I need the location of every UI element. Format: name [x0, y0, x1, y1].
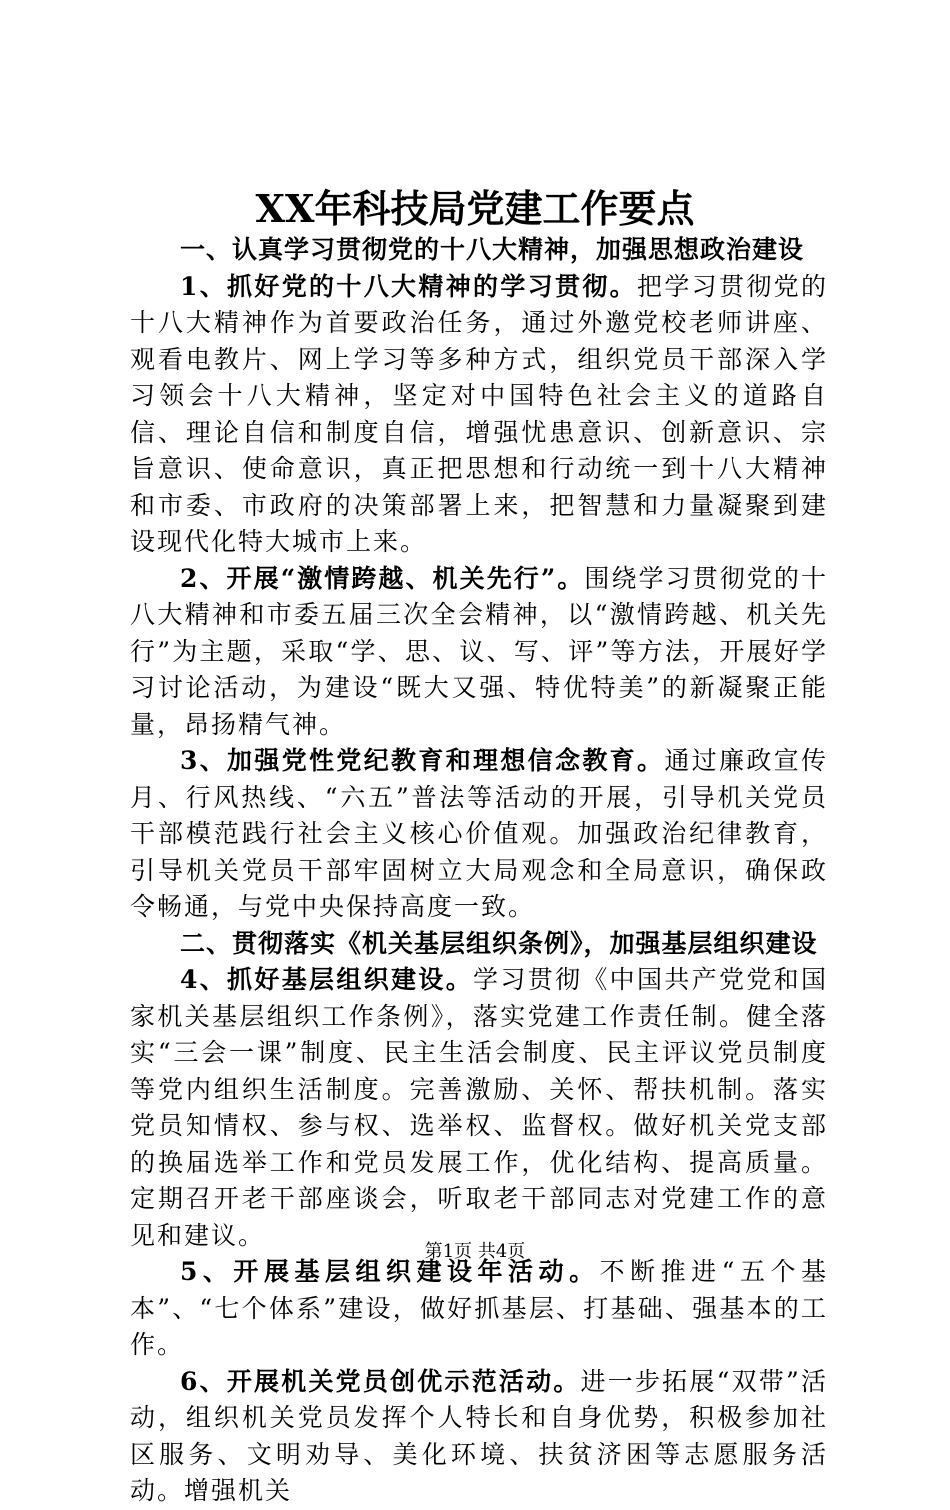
- paragraph-text: 围绕学习贯彻党的十八大精神和市委五届三次全会精神，以“激情跨越、机关先行”为主题，采取“学、思、议、写、评”等方法，开展好学习讨论活动，为建设“既大又强、特优特美”的新凝聚正能量，昂扬精气神。: [130, 563, 828, 739]
- paragraph-text: 进一步拓展“双带”活动，组织机关党员发挥个人特长和自身优势，积极参加社区服务、文明劝导、美化环境、扶贫济困等志愿服务活动。增强机关: [130, 1366, 828, 1505]
- paragraph-5: [130, 1254, 828, 1364]
- section-heading-1: 一、认真学习贯彻党的十八大精神，加强思想政治建设: [180, 235, 805, 264]
- paragraph-text: 通过廉政宣传月、行风热线、“六五”普法等活动的开展，引导机关党员干部模范践行社会主义核心价值观。加强政治纪律教育，引导机关党员干部牢固树立大局观念和全局意识，确保政令畅通，与党中央保持高度一致。: [130, 746, 828, 921]
- paragraph-lead: 4、抓好基层组织建设。: [180, 965, 474, 994]
- paragraph-lead: 3、加强党性党纪教育和理想信念教育。: [180, 746, 665, 775]
- document-body: [130, 232, 828, 1510]
- paragraph-text: 把学习贯彻党的十八大精神作为首要政治任务，通过外邀党校老师讲座、观看电教片、网上学习等多种方式，组织党员干部深入学习领会十八大精神，坚定对中国特色社会主义的道路自信、理论自信和制度自信，增强忧患意识、创新意识、宗旨意识、使命意识，真正把思想和行动统一到十八大精神和市委、市政府的决策部署上来，把智慧和力量凝聚到建设现代化特大城市上来。: [130, 271, 828, 556]
- section-heading-2: 二、贯彻落实《机关基层组织条例》，加强基层组织建设: [180, 928, 818, 958]
- paragraph-4: [130, 962, 828, 1254]
- paragraph-3: [130, 743, 828, 926]
- page-footer: 第1页 共4页: [424, 1241, 526, 1262]
- paragraph-2: [130, 561, 828, 744]
- paragraph-lead: 1、抓好党的十八大精神的学习贯彻。: [180, 271, 637, 301]
- paragraph-1: [130, 269, 828, 561]
- paragraph-lead: 2、开展“激情跨越、机关先行”。: [180, 563, 585, 593]
- paragraph-6: [130, 1364, 828, 1510]
- document-title: XX年科技局党建工作要点: [255, 186, 695, 231]
- paragraph-text: 学习贯彻《中国共产党党和国家机关基层组织工作条例》，落实党建工作责任制。健全落实“三会一课”制度、民主生活会制度、民主评议党员制度等党内组织生活制度。完善激励、关怀、帮扶机制。落实党员知情权、参与权、选举权、监督权。做好机关党支部的换届选举工作和党员发展工作，优化结构、提高质量。定期召开老干部座谈会，听取老干部同志对党建工作的意见和建议。: [130, 965, 828, 1250]
- paragraph-lead: 6、开展机关党员创优示范活动。: [180, 1366, 581, 1396]
- paragraph-text: 不断推进“五个基本”、“七个体系”建设，做好抓基层、打基础、强基本的工作。: [130, 1257, 828, 1359]
- paragraph-lead: 5、开展基层组织建设年活动。: [180, 1257, 600, 1286]
